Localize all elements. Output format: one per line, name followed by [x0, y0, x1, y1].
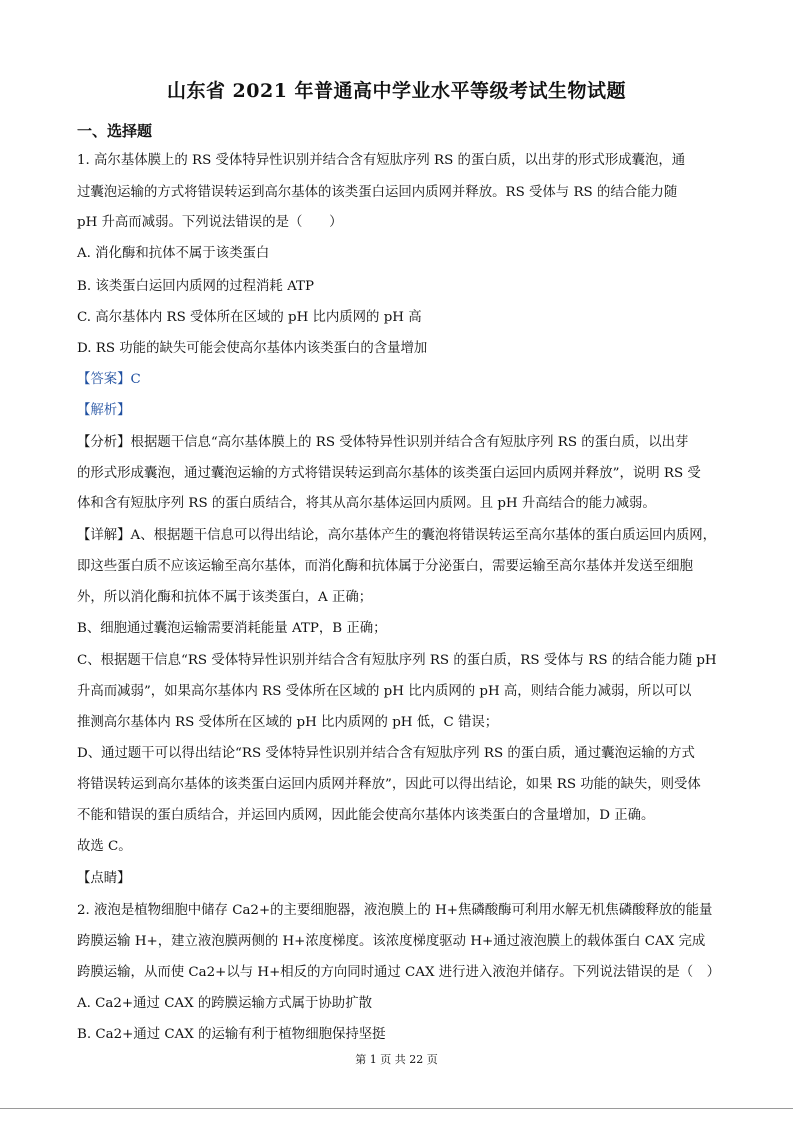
q1-stem-line: 1. 高尔基体膜上的 RS 受体特异性识别并结合含有短肽序列 RS 的蛋白质，以出芽的形式形成囊泡，通: [77, 153, 686, 168]
q2-stem-line: 2. 液泡是植物细胞中储存 Ca2+的主要细胞器，液泡膜上的 H+焦磷酸酶可利用水解无机焦磷酸释放的能量: [77, 903, 713, 918]
q2-option-b: B. Ca2+通过 CAX 的运输有利于植物细胞保持坚挺: [77, 1027, 386, 1042]
analysis-line: 即这些蛋白质不应该运输至高尔基体，而消化酶和抗体属于分泌蛋白，需要运输至高尔基体并发送至细胞: [77, 559, 693, 574]
analysis-line: C、根据题干信息“RS 受体特异性识别并结合含有短肽序列 RS 的蛋白质，RS 受体与 RS 的结合能力随 pH: [77, 653, 717, 668]
q1-analysis-label: 【解析】: [77, 403, 131, 418]
q1-option-a: A. 消化酶和抗体不属于该类蛋白: [77, 246, 270, 261]
q2-stem-line: 跨膜运输 H+，建立液泡膜两侧的 H+浓度梯度。该浓度梯度驱动 H+通过液泡膜上的载体蛋白 CAX 完成: [77, 934, 706, 949]
analysis-line: 推测高尔基体内 RS 受体所在区域的 pH 比内质网的 pH 低，C 错误；: [77, 715, 499, 730]
analysis-line: 【详解】A、根据题干信息可以得出结论，高尔基体产生的囊泡将错误转运至高尔基体的蛋白质运回内质网，: [77, 528, 717, 543]
analysis-line: 的形式形成囊泡，通过囊泡运输的方式将错误转运到高尔基体的该类蛋白运回内质网并释放”，说明 RS 受: [77, 466, 701, 481]
q1-stem-line: 过囊泡运输的方式将错误转运到高尔基体的该类蛋白运回内质网并释放。RS 受体与 RS 的结合能力随: [77, 185, 678, 200]
analysis-line: 体和含有短肽序列 RS 的蛋白质结合，将其从高尔基体运回内质网。且 pH 升高结合的能力减弱。: [77, 496, 656, 511]
page-title: 山东省 2021 年普通高中学业水平等级考试生物试题: [166, 80, 627, 102]
analysis-line: 故选 C。: [77, 839, 132, 854]
analysis-line: B、细胞通过囊泡运输需要消耗能量 ATP，B 正确；: [77, 621, 387, 636]
analysis-line: D、通过题干可以得出结论“RS 受体特异性识别并结合含有短肽序列 RS 的蛋白质，通过囊泡运输的方式: [77, 746, 695, 761]
section-heading: 一、选择题: [77, 122, 153, 140]
q2-option-a: A. Ca2+通过 CAX 的跨膜运输方式属于协助扩散: [77, 996, 372, 1011]
analysis-line: 不能和错误的蛋白质结合，并运回内质网，因此能会使高尔基体内该类蛋白的含量增加，D 正确。: [77, 808, 655, 823]
analysis-line: 升高而减弱”，如果高尔基体内 RS 受体所在区域的 pH 比内质网的 pH 高，则结合能力减弱，所以可以: [77, 684, 692, 699]
q1-stem-line: pH 升高而减弱。下列说法错误的是（ ）: [77, 215, 343, 230]
q2-stem-line: 跨膜运输，从而使 Ca2+以与 H+相反的方向同时通过 CAX 进行进入液泡并储存。下列说法错误的是（ ）: [77, 965, 720, 980]
analysis-line: 将错误转运到高尔基体的该类蛋白运回内质网并释放”，因此可以得出结论，如果 RS 功能的缺失，则受体: [77, 777, 701, 792]
analysis-line: 【分析】根据题干信息“高尔基体膜上的 RS 受体特异性识别并结合含有短肽序列 RS 的蛋白质，以出芽: [77, 435, 689, 450]
q1-option-b: B. 该类蛋白运回内质网的过程消耗 ATP: [77, 279, 314, 294]
analysis-line: 【点睛】: [77, 871, 131, 886]
q1-option-d: D. RS 功能的缺失可能会使高尔基体内该类蛋白的含量增加: [77, 341, 428, 356]
q1-answer: 【答案】C: [77, 372, 141, 387]
q1-option-c: C. 高尔基体内 RS 受体所在区域的 pH 比内质网的 pH 高: [77, 310, 422, 325]
analysis-line: 外，所以消化酶和抗体不属于该类蛋白，A 正确；: [77, 590, 373, 605]
page-footer: 第 1 页 共 22 页: [355, 1053, 438, 1066]
bottom-divider: [0, 1108, 793, 1109]
